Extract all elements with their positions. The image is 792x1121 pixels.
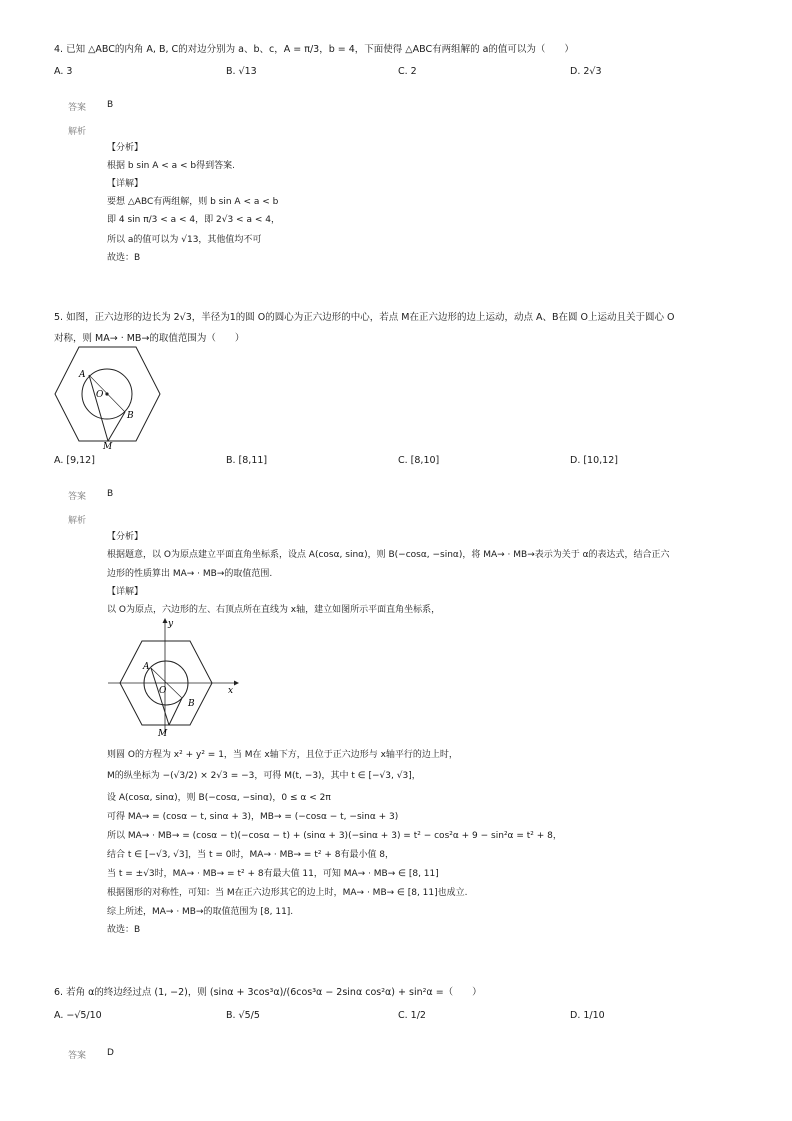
q4-line: 根据 b sin A < a < b得到答案. — [107, 161, 235, 171]
q5-line: 以 O为原点，六边形的左、右顶点所在直线为 x轴，建立如图所示平面直角坐标系， — [107, 605, 441, 615]
q4-answer: B — [107, 100, 114, 110]
q5-analysis-label: 解析 — [68, 516, 87, 526]
label-a: A — [79, 370, 86, 380]
q5-line: 【分析】 — [107, 532, 144, 542]
q5-option-a: A. [9,12] — [54, 455, 95, 466]
q4-analysis-label: 解析 — [68, 127, 87, 137]
q5-option-c: C. [8,10] — [398, 455, 440, 466]
label-m: M — [158, 729, 168, 739]
q5-line: 根据题意，以 O为原点建立平面直角坐标系，设点 A(cosα, sinα)，则 B(−cosα, −sinα)，将 MA→ · MB→表示为关于 α的表达式，结合正六 — [107, 550, 670, 560]
q4-option-c: C. 2 — [398, 66, 417, 77]
label-m: M — [103, 442, 113, 450]
q5-line: 可得 MA→ = (cosα − t, sinα + 3)，MB→ = (−cosα − t, −sinα + 3) — [107, 812, 399, 822]
center-point — [105, 392, 108, 395]
q5-stem-line-2: 对称，则 MA→ · MB→的取值范围为（ ） — [54, 333, 245, 344]
q6-answer-label: 答案 — [68, 1051, 87, 1061]
q5-answer-label: 答案 — [68, 492, 87, 502]
q5-line: 边形的性质算出 MA→ · MB→的取值范围. — [107, 569, 273, 579]
q5-stem-line-1: 5. 如图，正六边形的边长为 2√3，半径为1的圆 O的圆心为正六边形的中心，若点 M在正六边形的边上运动，动点 A、B在圆 O上运动且关于圆心 O — [54, 312, 675, 323]
q5-line: 【详解】 — [107, 587, 144, 597]
q5-line: 结合 t ∈ [−√3, √3]，当 t = 0时，MA→ · MB→ = t² + 8有最小值 8， — [107, 850, 395, 860]
q4-line: 要想 △ABC有两组解，则 b sin A < a < b — [107, 197, 279, 207]
segment-mb — [108, 412, 125, 441]
q4-stem: 4. 已知 △ABC的内角 A, B, C的对边分别为 a、b、c，A = π/3，b = 4，下面使得 △ABC有两组解的 a的值可以为（ ） — [54, 44, 574, 55]
q4-answer-label: 答案 — [68, 103, 87, 113]
x-axis-arrow-icon — [234, 681, 239, 686]
q5-line: M的纵坐标为 −(√3/2) × 2√3 = −3，可得 M(t, −3)，其中 t ∈ [−√3, √3]， — [107, 771, 421, 781]
q5-line: 所以 MA→ · MB→ = (cosα − t)(−cosα − t) + (sinα + 3)(−sinα + 3) = t² − cos²α + 9 − sin²α = t² + 8， — [107, 831, 562, 841]
q5-coordinate-figure — [104, 616, 240, 740]
q5-answer: B — [107, 489, 114, 499]
q5-line: 设 A(cosα, sinα)，则 B(−cosα, −sinα)，0 ≤ α < 2π — [107, 793, 331, 803]
q4-option-b: B. √13 — [226, 66, 257, 77]
q5-option-b: B. [8,11] — [226, 455, 268, 466]
label-a: A — [143, 662, 150, 672]
label-y: y — [168, 619, 174, 629]
q4-line: 【详解】 — [107, 179, 144, 189]
q4-line: 故选：B — [107, 253, 141, 263]
q6-option-c: C. 1/2 — [398, 1010, 426, 1021]
q5-option-d: D. [10,12] — [570, 455, 618, 466]
q5-line: 综上所述，MA→ · MB→的取值范围为 [8, 11]. — [107, 907, 294, 917]
q6-option-d: D. 1/10 — [570, 1010, 605, 1021]
label-o: O — [96, 390, 104, 400]
q6-option-a: A. −√5/10 — [54, 1010, 102, 1021]
q6-option-b: B. √5/5 — [226, 1010, 260, 1021]
q4-option-d: D. 2√3 — [570, 66, 602, 77]
label-b: B — [127, 411, 134, 421]
label-b: B — [188, 699, 195, 709]
q5-line: 则圆 O的方程为 x² + y² = 1，当 M在 x轴下方，且位于正六边形与 x轴平行的边上时， — [107, 750, 458, 760]
q6-answer: D — [107, 1048, 114, 1058]
q5-line: 根据图形的对称性，可知：当 M在正六边形其它的边上时，MA→ · MB→ ∈ [8, 11]也成立. — [107, 888, 468, 898]
q4-line: 【分析】 — [107, 143, 144, 153]
q5-line: 故选：B — [107, 925, 141, 935]
q4-line: 即 4 sin π/3 < a < 4，即 2√3 < a < 4， — [107, 215, 280, 225]
q5-line: 当 t = ±√3时，MA→ · MB→ = t² + 8有最大值 11，可知 MA→ · MB→ ∈ [8, 11] — [107, 869, 439, 879]
label-x: x — [228, 686, 234, 696]
y-axis-arrow-icon — [163, 618, 168, 623]
q4-line: 所以 a的值可以为 √13，其他值均不可 — [107, 235, 262, 245]
segment-mb — [169, 698, 182, 725]
label-o: O — [159, 686, 167, 696]
q4-option-a: A. 3 — [54, 66, 73, 77]
q6-stem: 6. 若角 α的终边经过点 (1, −2)，则 (sinα + 3cos³α)/(6cos³α − 2sinα cos²α) + sin²α =（ ） — [54, 987, 482, 998]
q5-hexagon-figure — [52, 344, 164, 450]
